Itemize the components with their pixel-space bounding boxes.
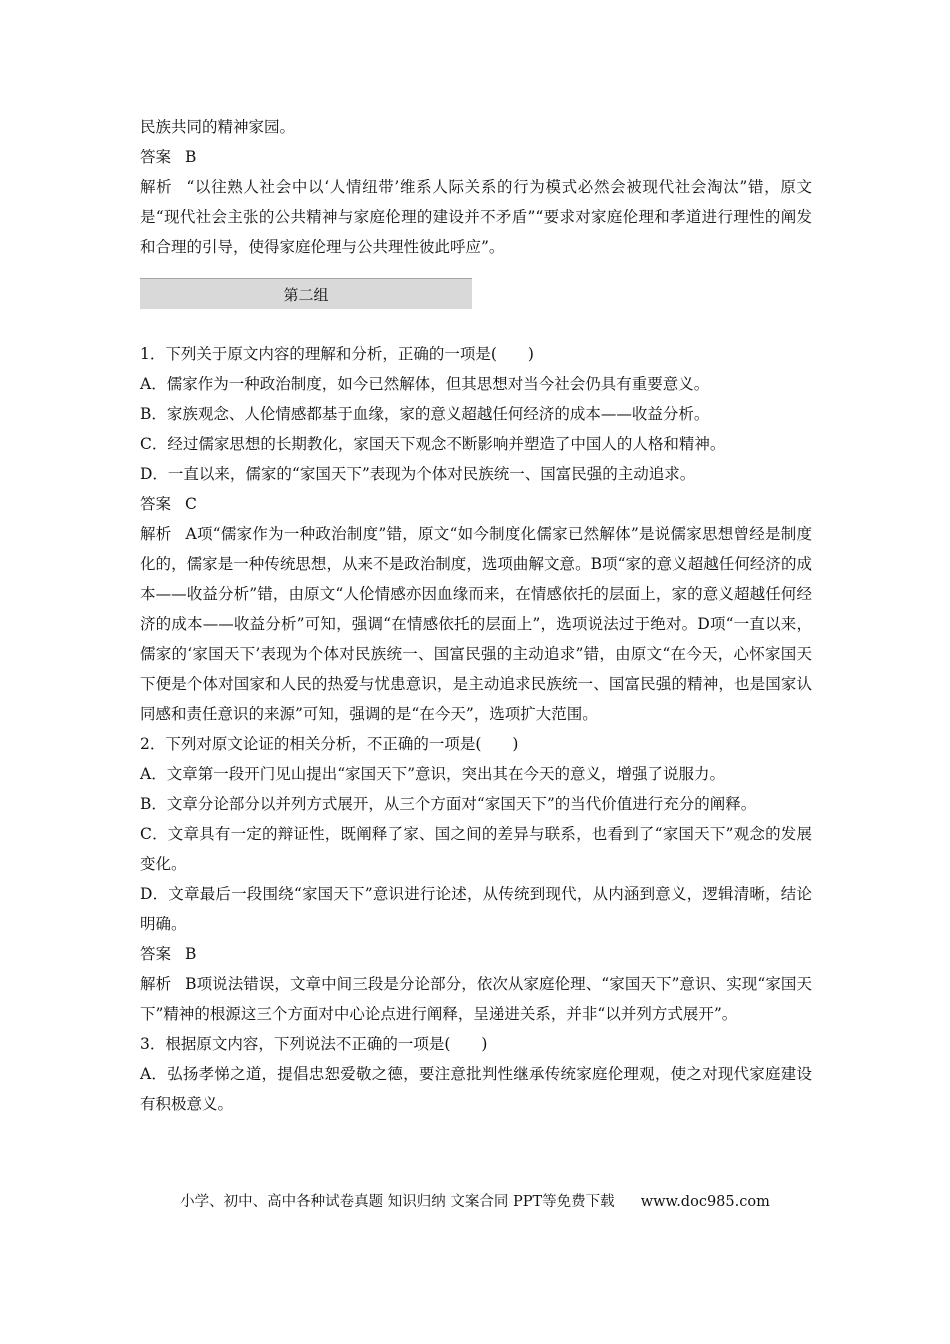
- q1-analysis: [140, 519, 812, 729]
- answer-label: 答案: [140, 945, 172, 963]
- group-title: 第二组: [283, 285, 329, 304]
- q2-option-c: C．文章具有一定的辩证性，既阐释了家、国之间的差异与联系，也看到了“家国天下”观念的发展变化。: [140, 825, 812, 873]
- page-footer: [0, 1190, 950, 1211]
- answer-label: 答案: [140, 148, 172, 166]
- analysis-text: “以往熟人社会中以‘人情纽带’维系人际关系的行为模式必然会被现代社会淘汰”错，原文是“现代社会主张的公共精神与家庭伦理的建设并不矛盾”“要求对家庭伦理和孝道进行理性的阐发和合理的引导，使得家庭伦理与公共理性彼此呼应”。: [140, 178, 812, 256]
- answer-value: B: [185, 945, 197, 963]
- analysis-label: 解析: [140, 525, 172, 543]
- intro-analysis: [140, 172, 812, 262]
- answer-value: C: [185, 495, 197, 513]
- footer-site: www.doc985.com: [640, 1194, 770, 1210]
- q3-stem: 3．根据原文内容，下列说法不正确的一项是( ): [140, 1035, 488, 1053]
- q1-stem: 1．下列关于原文内容的理解和分析，正确的一项是( ): [140, 345, 534, 363]
- q2-answer: [140, 939, 812, 969]
- analysis-text: B项说法错误，文章中间三段是分论部分，依次从家庭伦理、“家国天下”意识、实现“家国天下”精神的根源这三个方面对中心论点进行阐释，呈递进关系，并非“以并列方式展开”。: [140, 975, 812, 1023]
- q1-option-d: D．一直以来，儒家的“家国天下”表现为个体对民族统一、国富民强的主动追求。: [140, 465, 696, 483]
- q2-option-b: B．文章分论部分以并列方式展开，从三个方面对“家国天下”的当代价值进行充分的阐释。: [140, 795, 757, 813]
- q2-stem: 2．下列对原文论证的相关分析，不正确的一项是( ): [140, 735, 519, 753]
- footer-text: 小学、初中、高中各种试卷真题 知识归纳 文案合同 PPT等免费下载: [180, 1194, 615, 1210]
- q1-option-b: B．家族观念、人伦情感都基于血缘，家的意义超越任何经济的成本——收益分析。: [140, 405, 710, 423]
- analysis-label: 解析: [140, 178, 173, 196]
- q2-option-a: A．文章第一段开门见山提出“家国天下”意识，突出其在今天的意义，增强了说服力。: [140, 765, 726, 783]
- analysis-label: 解析: [140, 975, 172, 993]
- intro-tail: 民族共同的精神家园。: [140, 118, 296, 136]
- answer-value: B: [185, 148, 197, 166]
- q1-answer: [140, 489, 812, 519]
- q1-option-a: A．儒家作为一种政治制度，如今已然解体，但其思想对当今社会仍具有重要意义。: [140, 375, 710, 393]
- q3-option-a: A．弘扬孝悌之道，提倡忠恕爱敬之德，要注意批判性继承传统家庭伦理观，使之对现代家庭建设有积极意义。: [140, 1065, 812, 1113]
- group-title-bar: [140, 278, 472, 309]
- q1-option-c: C．经过儒家思想的长期教化，家国天下观念不断影响并塑造了中国人的人格和精神。: [140, 435, 726, 453]
- q2-option-d: D．文章最后一段围绕“家国天下”意识进行论述，从传统到现代，从内涵到意义，逻辑清晰，结论明确。: [140, 885, 812, 933]
- q2-analysis: [140, 969, 812, 1029]
- answer-label: 答案: [140, 495, 172, 513]
- analysis-text: A项“儒家作为一种政治制度”错，原文“如今制度化儒家已然解体”是说儒家思想曾经是制度化的，儒家是一种传统思想，从来不是政治制度，选项曲解文意。B项“家的意义超越任何经济的成本——收益分析”错，由原文“人伦情感亦因血缘而来，在情感依托的层面上，家的意义超越任何经济的成本——收益分析”可知，强调“在情感依托的层面上”，选项说法过于绝对。D项“一直以来，儒家的‘家国天下’表现为个体对民族统一、国富民强的主动追求”错，由原文“在今天，心怀家国天下便是个体对国家和人民的热爱与忧患意识，是主动追求民族统一、国富民强的精神，也是国家认同感和责任意识的来源”可知，强调的是“在今天”，选项扩大范围。: [140, 525, 812, 723]
- intro-answer: [140, 142, 812, 172]
- document-body: [140, 112, 812, 1119]
